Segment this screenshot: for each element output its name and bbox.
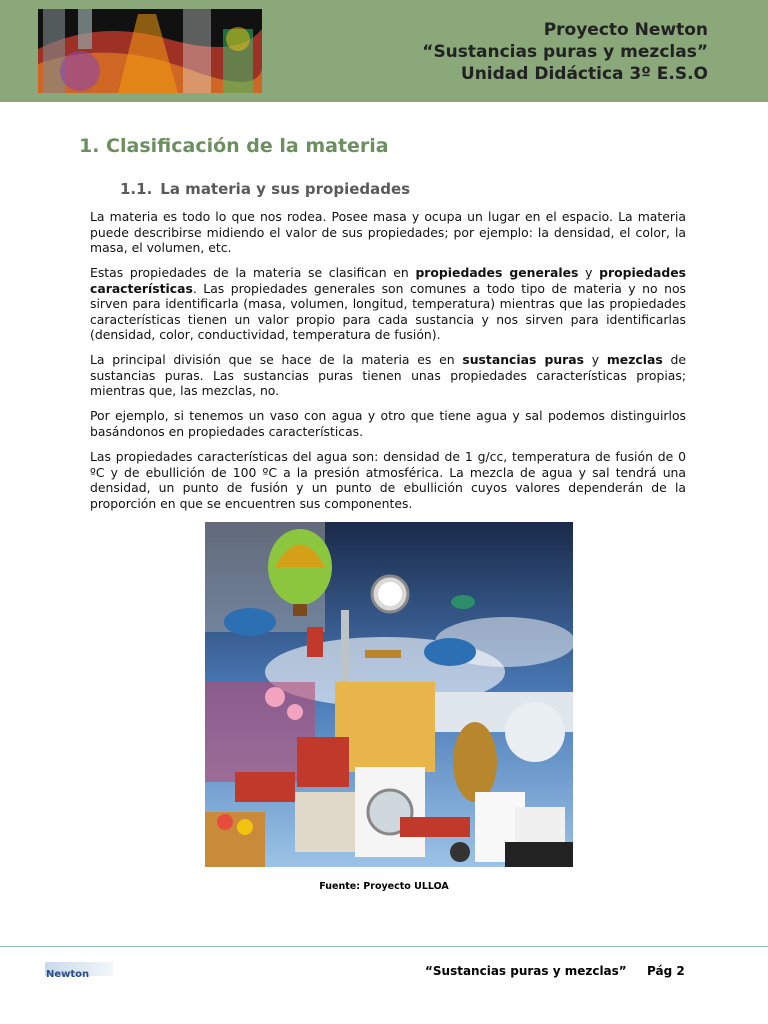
subsection-number: 1.1. xyxy=(120,180,153,198)
subsection-title xyxy=(120,180,410,198)
paragraph-4: Por ejemplo, si tenemos un vaso con agua y otro que tiene agua y sal podemos distinguirlos basándonos en propiedades características. xyxy=(90,408,686,439)
header-lab-image xyxy=(38,9,262,93)
paragraph-5: Las propiedades características del agua son: densidad de 1 g/cc, temperatura de fusión de 0 ºC y de ebullición de 100 ºC a la presión atmosférica. La mezcla de agua y sal tendrá una densidad, un punto de fusión y un punto de ebullición cuyos valores dependerán de la proporción en que se encuentren sus componentes. xyxy=(90,449,686,511)
page-number: Pág 2 xyxy=(647,964,685,978)
footer-document-title: “Sustancias puras y mezclas” xyxy=(425,964,627,978)
unit-level: Unidad Didáctica 3º E.S.O xyxy=(460,64,708,84)
term-pure-substances: sustancias puras xyxy=(462,352,585,368)
header-title-block xyxy=(422,19,708,85)
p2-text: . Las propiedades generales son comunes a todo tipo de materia y no nos sirven para identificarla (masa, volumen, longitud, temperatura) mientras que las propiedades características tienen un valor propio para cada sustancia y nos sirven para identificarlas (densidad, color, conductividad, temperatura de fusión). xyxy=(90,280,686,343)
paragraph-1: La materia es todo lo que nos rodea. Posee masa y ocupa un lugar en el espacio. La materia puede describirse midiendo el valor de sus propiedades; por ejemplo: la densidad, el color, la masa, el volumen, etc. xyxy=(90,209,686,256)
logo-text: Newton xyxy=(46,969,90,980)
term-general-properties: propiedades generales xyxy=(415,265,579,281)
subsection-label: La materia y sus propiedades xyxy=(160,180,411,198)
paragraph-2 xyxy=(90,265,686,343)
section-title: 1. Clasificación de la materia xyxy=(79,135,389,157)
project-name: Proyecto Newton xyxy=(543,20,708,40)
footer-divider xyxy=(0,946,768,947)
paragraph-3 xyxy=(90,352,686,399)
unit-topic: “Sustancias puras y mezclas” xyxy=(422,42,708,62)
p2-text: Estas propiedades de la materia se clasifican en xyxy=(90,265,416,281)
materials-collage-image xyxy=(205,522,573,867)
term-mixtures: mezclas xyxy=(606,352,663,368)
p2-text: y xyxy=(578,265,600,281)
p3-text: y xyxy=(584,352,607,368)
term-characteristic-properties: propiedades características xyxy=(90,265,686,296)
p3-text: de sustancias puras. Las sustancias puras tienen unas propiedades características propias; mientras que, las mezclas, no. xyxy=(90,352,686,399)
page-header xyxy=(0,0,768,102)
figure-caption: Fuente: Proyecto ULLOA xyxy=(319,881,449,892)
newton-logo xyxy=(45,962,113,980)
p3-text: La principal división que se hace de la materia es en xyxy=(90,352,463,368)
